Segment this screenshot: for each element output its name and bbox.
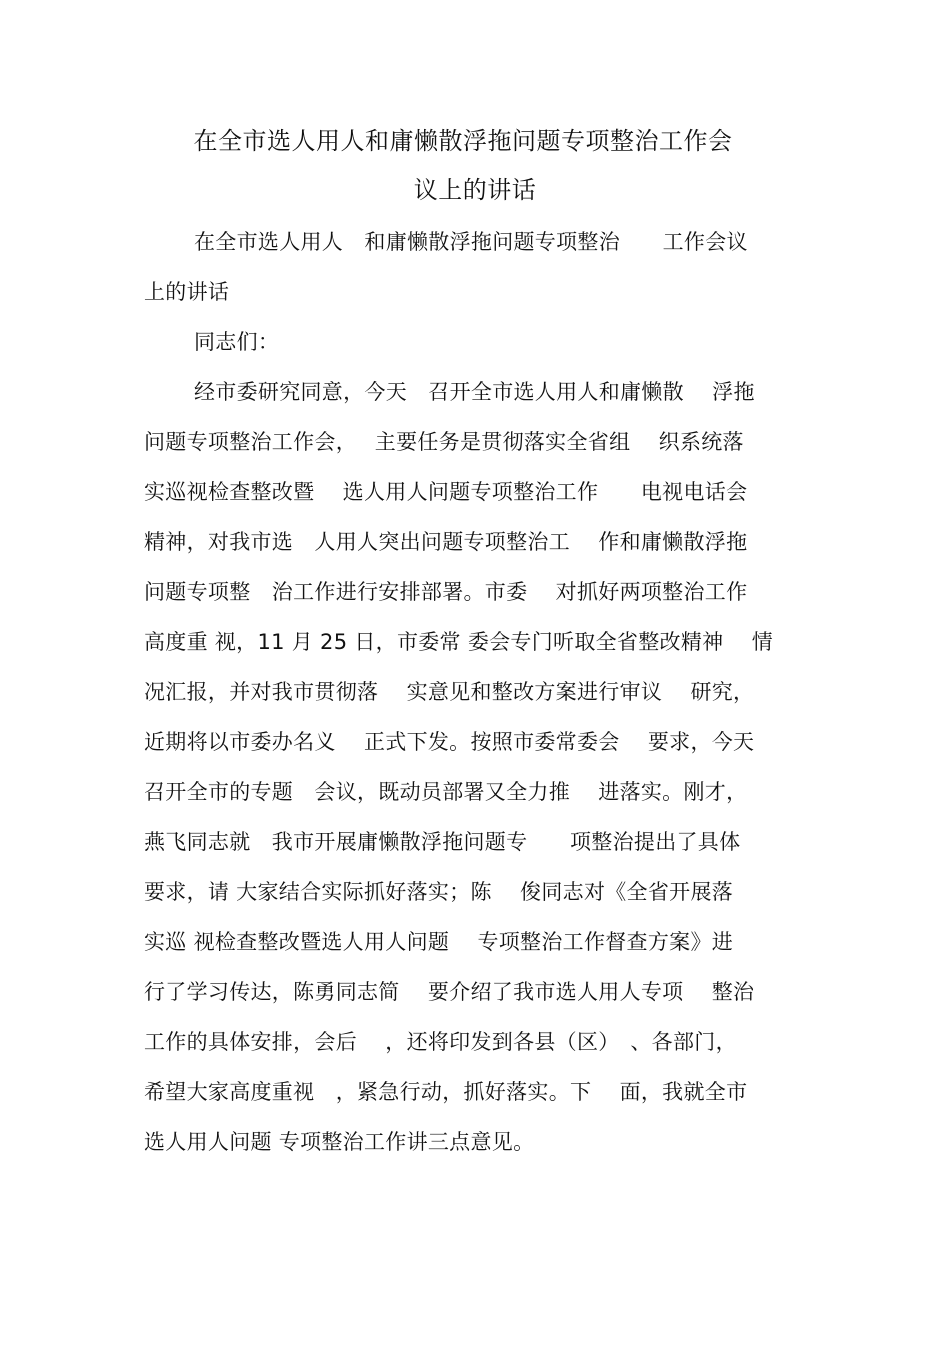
- body-line: 实巡 视检查整改暨选人用人问题 专项整治工作督查方案》进: [144, 930, 734, 954]
- body-line: 问题专项整 治工作进行安排部署。市委 对抓好两项整治工作: [144, 580, 748, 604]
- body-line: 希望大家高度重视 ，紧急行动，抓好落实。下 面，我就全市: [144, 1080, 748, 1104]
- subtitle-line-1: 在全市选人用人 和庸懒散浮拖问题专项整治 工作会议: [194, 230, 748, 254]
- body-line: 经市委研究同意，今天 召开全市选人用人和庸懒散 浮拖: [194, 380, 755, 404]
- body-line: 选人用人问题 专项整治工作讲三点意见。: [144, 1130, 535, 1154]
- body-line: 召开全市的专题 会议，既动员部署又全力推 进落实。刚才，: [144, 780, 748, 804]
- body-line: 近期将以市委办名义 正式下发。按照市委常委会 要求，今天: [144, 730, 755, 754]
- body-line: 精神，对我市选 人用人突出问题专项整治工 作和庸懒散浮拖: [144, 530, 748, 554]
- body-line: 工作的具体安排，会后 ，还将印发到各县（区） 、各部门，: [144, 1030, 737, 1054]
- body-line: 要求，请 大家结合实际抓好落实；陈 俊同志对《全省开展落: [144, 880, 734, 904]
- subtitle-line-2: 上的讲话: [144, 280, 230, 304]
- body-line: 行了学习传达，陈勇同志简 要介绍了我市选人用人专项 整治: [144, 980, 755, 1004]
- body-line: 问题专项整治工作会， 主要任务是贯彻落实全省组 织系统落: [144, 430, 744, 454]
- body-line: 实巡视检查整改暨 选人用人问题专项整治工作 电视电话会: [144, 480, 748, 504]
- body-line: 燕飞同志就 我市开展庸懒散浮拖问题专 项整治提出了具体: [144, 830, 741, 854]
- body-line: 况汇报，并对我市贯彻落 实意见和整改方案进行审议 研究，: [144, 680, 755, 704]
- document-title-line-2: 议上的讲话: [413, 176, 537, 204]
- body-line: 高度重 视，11 月 25 日，市委常 委会专门听取全省整改精神 情: [144, 630, 773, 654]
- salutation: 同志们：: [194, 330, 280, 354]
- document-title-line-1: 在全市选人用人和庸懒散浮拖问题专项整治工作会: [193, 127, 733, 155]
